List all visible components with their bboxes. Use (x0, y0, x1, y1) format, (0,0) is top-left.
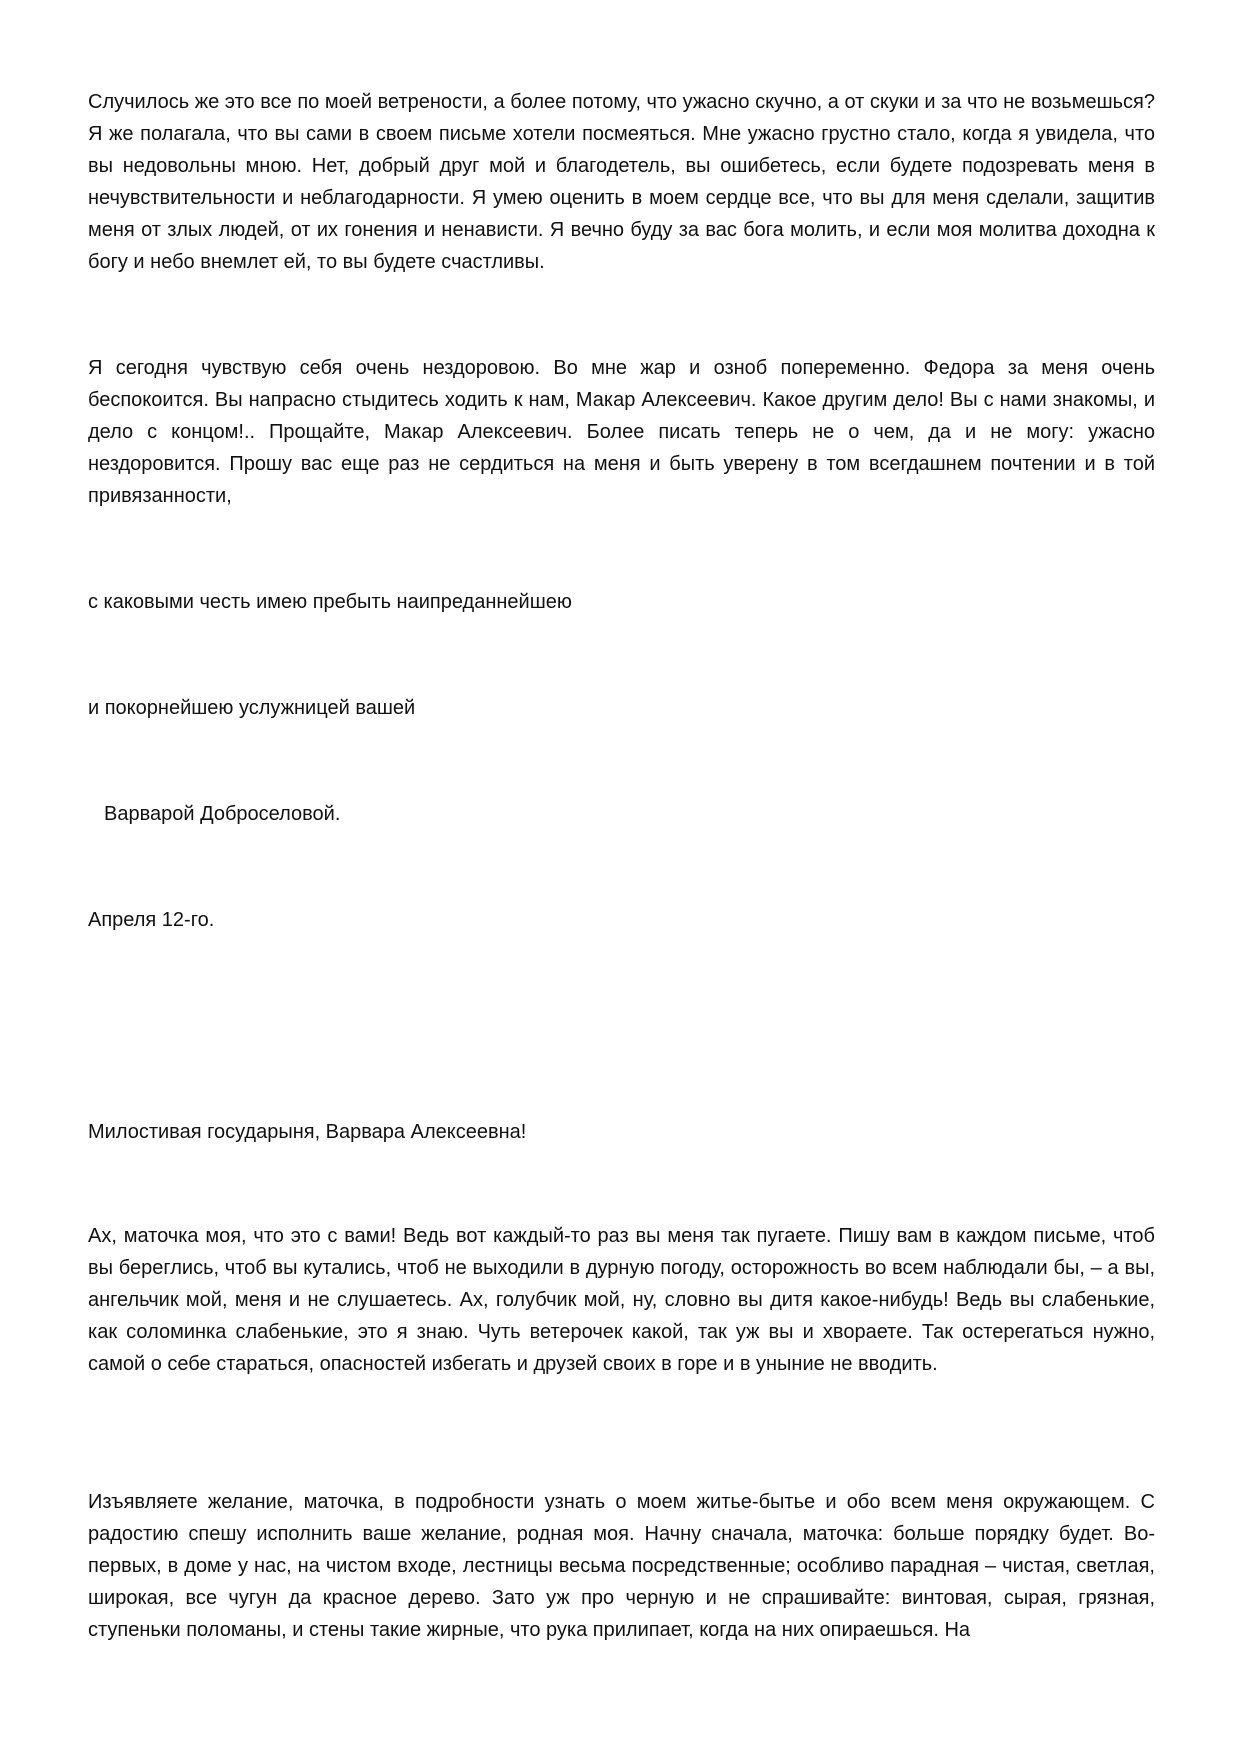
paragraph-2: Я сегодня чувствую себя очень нездоровою. Во мне жар и озноб попеременно. Федора за меня очень беспокоится. Вы напрасно стыдитесь ходить к нам, Макар Алексеевич. Какое другим дело! Вы с нами знакомы, и дело с концом!.. Прощайте, Макар Алексеевич. Более писать теперь не о чем, да и не могу: ужасно нездоровится. Прошу вас еще раз не сердиться на меня и быть уверену в том всегдашнем почтении и в той привязанности, (88, 357, 1155, 507)
closing-line-1: с каковыми честь имею пребыть наипреданнейшею (88, 591, 572, 613)
paragraph-4: Изъявляете желание, маточка, в подробности узнать о моем житье-бытье и обо всем меня окружающем. С радостию спешу исполнить ваше желание, родная моя. Начну сначала, маточка: больше порядку будет. Во-первых, в доме у нас, на чистом входе, лестницы весьма посредственные; особливо парадная – чистая, светлая, широкая, все чугун да красное дерево. Зато уж про черную и не спрашивайте: винтовая, сырая, грязная, ступеньки поломаны, и стены такие жирные, что рука прилипает, когда на них опираешься. На (88, 1491, 1155, 1641)
salutation: Милостивая государыня, Варвара Алексеевна! (88, 1121, 527, 1143)
paragraph-1: Случилось же это все по моей ветрености, а более потому, что ужасно скучно, а от скуки и за что не возьмешься? Я же полагала, что вы сами в своем письме хотели посмеяться. Мне ужасно грустно стало, когда я увидела, что вы недовольны мною. Нет, добрый друг мой и благодетель, вы ошибетесь, если будете подозревать меня в нечувствительности и неблагодарности. Я умею оценить в моем сердце все, что вы для меня сделали, защитив меня от злых людей, от их гонения и ненависти. Я вечно буду за вас бога молить, и если моя молитва доходна к богу и небо внемлет ей, то вы будете счастливы. (88, 91, 1155, 273)
letter-date: Апреля 12-го. (88, 909, 215, 931)
closing-line-2: и покорнейшею услужницей вашей (88, 697, 416, 719)
signature: Варварой Доброселовой. (104, 803, 341, 825)
paragraph-3: Ах, маточка моя, что это с вами! Ведь вот каждый-то раз вы меня так пугаете. Пишу вам в каждом письме, чтоб вы береглись, чтоб вы кутались, чтоб не выходили в дурную погоду, осторожность во всем наблюдали бы, – а вы, ангельчик мой, меня и не слушаетесь. Ах, голубчик мой, ну, словно вы дитя какое-нибудь! Ведь вы слабенькие, как соломинка слабенькие, это я знаю. Чуть ветерочек какой, так уж вы и хвораете. Так остерегаться нужно, самой о себе стараться, опасностей избегать и друзей своих в горе и в уныние не вводить. (88, 1225, 1155, 1375)
